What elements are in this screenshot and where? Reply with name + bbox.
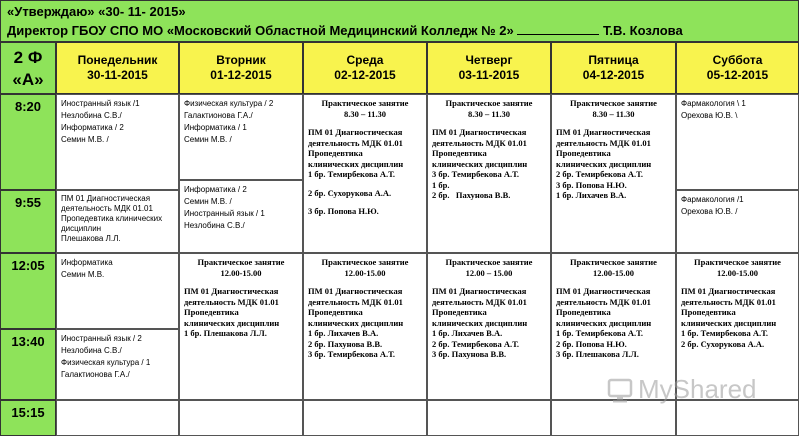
time-slot-2: 9:55 — [0, 190, 56, 253]
wednesday-practical-afternoon: Практическое занятие 12.00-15.00 ПМ 01 Диагностическая деятельность МДК 01.01 Пропедевтика клинических дисциплин 1 бр. Лихачев В.А. 2 бр. Пахунова В.В. 3 бр. Темирбекова А.Т. — [303, 253, 427, 400]
tuesday-slot-5 — [179, 400, 303, 436]
monday-slot-3: Информатика Семин М.В. — [56, 253, 179, 329]
director-line — [7, 23, 683, 38]
day-header-thursday: Четверг 03-11-2015 — [427, 42, 551, 94]
wednesday-practical-morning: Практическое занятие 8.30 – 11.30 ПМ 01 Диагностическая деятельность МДК 01.01 Пропедевтика клинических дисциплин 1 бр. Темирбекова А.Т. 2 бр. Сухорукова А.А. 3 бр. Попова Н.Ю. — [303, 94, 427, 253]
saturday-slot-2: Фармакология /1 Орехова Ю.В. / — [676, 190, 799, 253]
watermark-text: MyShared — [638, 374, 757, 404]
tuesday-practical: Практическое занятие 12.00-15.00 ПМ 01 Диагностическая деятельность МДК 01.01 Пропедевтика клинических дисциплин 1 бр. Плешакова Л.Л. — [179, 253, 303, 400]
saturday-slot-5 — [676, 400, 799, 436]
time-slot-3: 12:05 — [0, 253, 56, 329]
day-header-tuesday: Вторник 01-12-2015 — [179, 42, 303, 94]
watermark-logo-icon — [606, 376, 634, 404]
group-label: 2 Ф «А» — [0, 42, 56, 94]
friday-slot-5 — [551, 400, 676, 436]
director-prefix: Директор ГБОУ СПО МО «Московский Областной Медицинский Колледж № 2» — [7, 23, 514, 38]
day-header-monday: Понедельник 30-11-2015 — [56, 42, 179, 94]
thursday-practical-afternoon: Практическое занятие 12.00 – 15.00 ПМ 01 Диагностическая деятельность МДК 01.01 Пропедевтика клинических дисциплин 1 бр. Лихачев В.А. 2 бр. Темирбекова А.Т. 3 бр. Пахунова В.В. — [427, 253, 551, 400]
thursday-slot-5 — [427, 400, 551, 436]
signature-blank — [517, 23, 599, 35]
wednesday-slot-5 — [303, 400, 427, 436]
approval-line: «Утверждаю» «30- 11- 2015» — [7, 4, 186, 19]
time-slot-4: 13:40 — [0, 329, 56, 400]
monday-slot-1: Иностранный язык /1 Незлобина С.В./ Информатика / 2 Семин М.В. / — [56, 94, 179, 190]
director-name: Т.В. Козлова — [602, 23, 683, 38]
monday-slot-5 — [56, 400, 179, 436]
day-header-wednesday: Среда 02-12-2015 — [303, 42, 427, 94]
tuesday-slot-1: Физическая культура / 2 Галактионова Г.А./ Информатика / 1 Семин М.В. / — [179, 94, 303, 180]
tuesday-slot-2: Информатика / 2 Семин М.В. / Иностранный язык / 1 Незлобина С.В./ — [179, 180, 303, 253]
saturday-slot-1: Фармакология \ 1 Орехова Ю.В. \ — [676, 94, 799, 190]
monday-slot-4: Иностранный язык / 2 Незлобина С.В./ Физическая культура / 1 Галактионова Г.А./ — [56, 329, 179, 400]
friday-practical-afternoon: Практическое занятие 12.00-15.00 ПМ 01 Диагностическая деятельность МДК 01.01 Пропедевтика клинических дисциплин 1 бр. Темирбекова А.Т. 2 бр. Попова Н.Ю. 3 бр. Плешакова Л.Л. — [551, 253, 676, 400]
day-header-friday: Пятница 04-12-2015 — [551, 42, 676, 94]
thursday-practical-morning: Практическое занятие 8.30 – 11.30 ПМ 01 Диагностическая деятельность МДК 01.01 Пропедевтика клинических дисциплин 3 бр. Темирбекова А.Т. 1 бр. 2 бр. Пахунова В.В. — [427, 94, 551, 253]
day-header-saturday: Суббота 05-12-2015 — [676, 42, 799, 94]
time-slot-5: 15:15 — [0, 400, 56, 436]
watermark — [606, 374, 757, 405]
time-slot-1: 8:20 — [0, 94, 56, 190]
monday-slot-2: ПМ 01 Диагностическая деятельность МДК 01.01 Пропедевтика клинических дисциплин Плешакова Л.Л. — [56, 190, 179, 253]
saturday-practical: Практическое занятие 12.00-15.00 ПМ 01 Диагностическая деятельность МДК 01.01 Пропедевтика клинических дисциплин 1 бр. Темирбекова А.Т. 2 бр. Сухорукова А.А. — [676, 253, 799, 400]
header-banner — [0, 0, 799, 42]
friday-practical-morning: Практическое занятие 8.30 – 11.30 ПМ 01 Диагностическая деятельность МДК 01.01 Пропедевтика клинических дисциплин 2 бр. Темирбекова А.Т. 3 бр. Попова Н.Ю. 1 бр. Лихачев В.А. — [551, 94, 676, 253]
